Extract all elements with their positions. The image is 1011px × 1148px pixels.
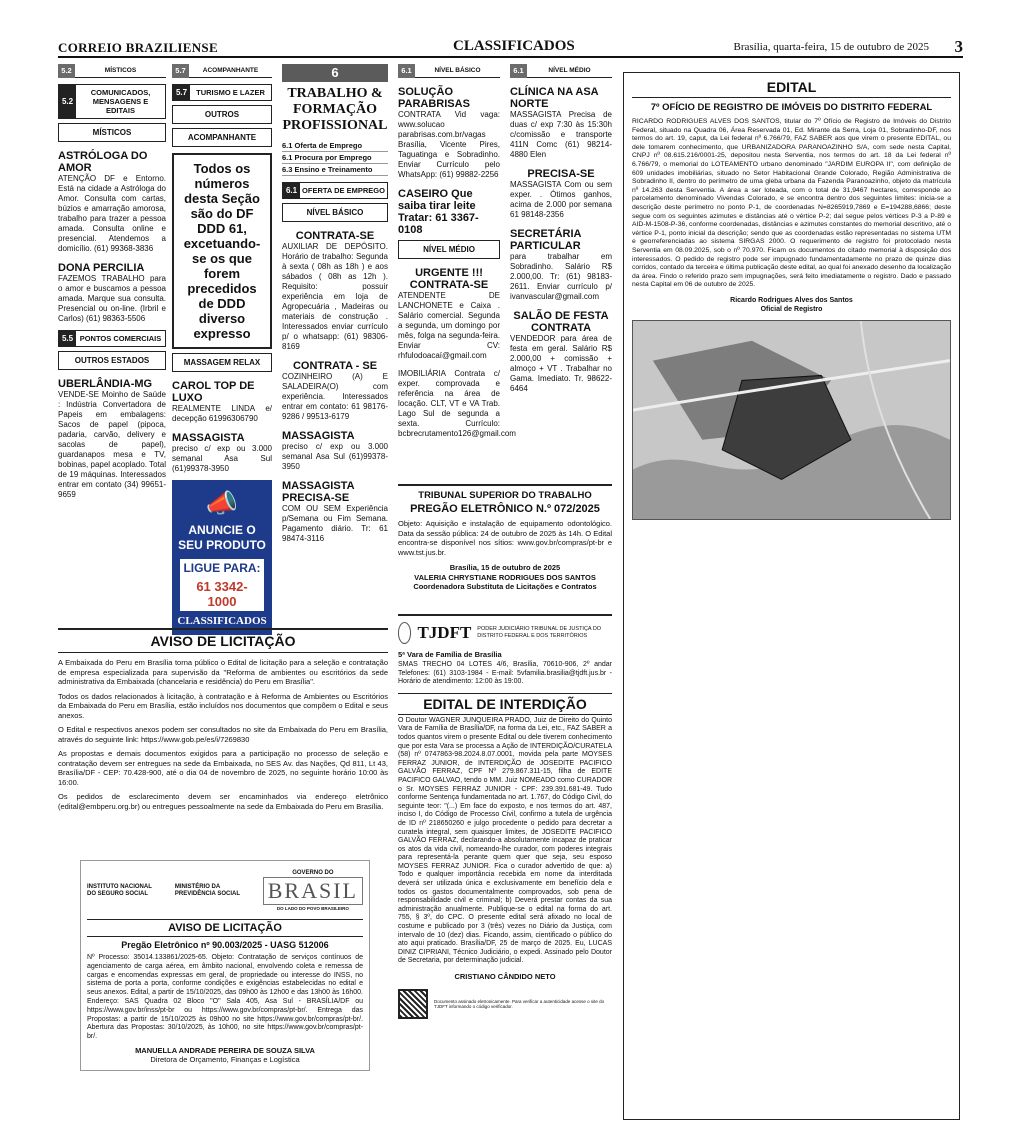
ad-body: COM OU SEM Experiência p/Semana ou Fim Semana. Pagamento diário. Tr: 61 98474-3116: [282, 504, 388, 543]
column-tag: 6.1 NÍVEL BÁSICO: [398, 64, 500, 78]
subsection-box: MÍSTICOS: [58, 123, 166, 142]
promo-call-label: LIGUE PARA:: [180, 559, 264, 577]
signature: Brasília, 15 de outubro de 2025 VALERIA CHRYSTIANE RODRIGUES DOS SANTOS Coordenadora Substituta de Licitações e Contratos: [413, 563, 597, 591]
column-tag: 6.1 NÍVEL MÉDIO: [510, 64, 612, 78]
peru-embassy-notice: [58, 628, 388, 811]
column-acompanhante: [172, 64, 272, 635]
ministry-logo: MINISTÉRIO DA PREVIDÊNCIA SOCIAL: [174, 884, 240, 897]
ad-body: AUXILIAR DE DEPÓSITO. Horário de trabalho: Segunda à sexta ( 08h as 18h ) e aos sábados ( 08h as 12h ). Requisito: possuir experiência em loja de Agropecuária , Madeiras ou materiais de construção . Interessados enviar currículo p/ o whatsapp: (61) 98306-8169: [282, 242, 388, 351]
column-trabalho: [282, 64, 388, 544]
signature: CRISTIANO CÂNDIDO NETO: [454, 972, 556, 981]
tjdft-notice: [398, 614, 612, 1019]
logo-strip: [87, 867, 363, 915]
section-header: 5.7 TURISMO E LAZER: [172, 84, 272, 101]
section-header: 5.5 PONTOS COMERCIAIS: [58, 330, 166, 347]
promo-phone: 61 3342-1000: [180, 577, 264, 611]
notice-body: O Doutor WAGNER JUNQUEIRA PRADO, Juiz de Direito do Quinto Vara de Família de Brasília/DF, na forma da Lei, etc., FAZ SABER a todos quantos virem o presente Edital ou dele tiverem conhecimento que por esta Vara se processa a Ação de INTERDIÇÃO/CURATELA (58) nº 0747863-98.2024.8.07.0001, movida pela parte MOYSES FERRAZ JUNIOR, de INTERDIÇÃO de JOSEDITE PACIFICO GALVÃO FERRAZ, CPF Nº 279.867.311-15, filha de EDITE PACIFICO GALVAO, tendo o MM. Juiz NOMEADO como CURADOR o Sr. MOYSES FERRAZ JUNIOR - CPF: 239.391.681-49. Tudo conforme Sentença fundamentada no art. 1.767, do Código Civil, do seguinte teor: "(...) Em face do exposto, e nos termos do art. 487, inciso I, do Código de Processo Civil, confirmo a tutela de urgência de ID nº 218650260 e julgo procedente o pedido para decretar a curatela integral, sem quaisquer limites, de JOSEDITE PACIFICO GALVÃO FERRAZ, declarando-a absolutamente incapaz de praticar os atos da vida civil, nomeando-lhe curador, com poderes integrais para representá-la perante quem quer que seja, seu esposo MOYSES FERRAZ JUNIOR. Fica o curador advertido de que: a) Todo e qualquer importância recebida em nome da interditada deverá ser utilizada única e exclusivamente em benefício dela e todos os gastos documentalmente comprovados, sob pena de responsabilidade civil e criminal; b) Deverá prestar contas da sua administração anualmente. Publique-se o edital na forma do art. 755, § 3º, do CPC. O presente edital será afixado no local de costume e publicado por 3 (três) vezes no Diário da Justiça, com intervalo de 10 (dez) dias. Ficando, assim, cientificado o público do ato aqui praticado. Brasília/DF, 25 de março de 2025. Eu, LUCAS DINIZ CIPRIANI, Técnico Judiciário, o expedi. Assinado pelo Doutor de Secretaria, por determinação judicial.: [398, 716, 612, 965]
column-nivel-medio: [510, 64, 612, 394]
classifieds-promo: [172, 480, 272, 635]
notice-title: PREGÃO ELETRÔNICO N.º 072/2025: [410, 503, 600, 515]
subsection-item: 6.1 Oferta de Emprego: [282, 140, 388, 152]
notice-paragraph: A Embaixada do Peru em Brasília torna público o Edital de licitação para a seleção e contratação de empresa especializada para supervisão da "Reforma de ambientes ou escritórios da sede administrativa da Embaixada (chancelaria e residência) do Peru em Brasília".: [58, 658, 388, 686]
notice-body: Objeto: Aquisição e instalação de equipamento odontológico. Data da sessão pública: 24 de outubro de 2025 às 14h. O Edital encontra-se disponível nos sítios: www.gov.br/compras/pt-br e www.tst.jus.br.: [398, 519, 612, 557]
ad-body: CONTRATA Vid vaga: www.solucao parabrisas.com.br/vagas Brasília, Vicente Pires, Taguatinga e Sobradinho. Enviar Currículo pelo WhatsApp: (61) 99882-2256: [398, 110, 500, 179]
notice-title: AVISO DE LICITAÇÃO: [58, 628, 388, 653]
qr-code-icon: [398, 989, 428, 1019]
notice-title: EDITAL: [632, 79, 951, 98]
section-header: 5.2 COMUNICADOS, MENSAGENS E EDITAIS: [58, 84, 166, 119]
subsection-item: 6.1 Procura por Emprego: [282, 152, 388, 164]
ad-headline: SECRETÁRIA PARTICULAR: [510, 228, 582, 252]
ad-body: FAZEMOS TRABALHO para o amor e buscamos a pessoa amada. Marque sua consulta. Presencial ou on-line. (Irbril e Carlos) (61) 98363-5506: [58, 274, 166, 323]
aerial-map-image: [632, 320, 951, 520]
signature: Ricardo Rodrigues Alves dos Santos Oficial de Registro: [730, 296, 853, 313]
tjdft-logo: TJDFT PODER JUDICIÁRIO TRIBUNAL DE JUSTIÇA DO DISTRITO FEDERAL E DOS TERRITÓRIOS: [398, 622, 612, 644]
tst-notice: [398, 484, 612, 592]
notice-paragraph: Os pedidos de esclarecimento devem ser encaminhados via endereço eletrônico (edital@embperu.org.br) ou entregues pessoalmente na sede da Embaixada do Peru em Brasília.: [58, 792, 388, 811]
court-name: 5ª Vara de Família de Brasília: [398, 650, 502, 659]
megaphone-icon: 📣: [205, 488, 239, 518]
ad-headline: DONA PERCILIA: [58, 262, 145, 274]
section-title: TRABALHO & FORMAÇÃO PROFISSIONAL: [282, 86, 388, 133]
ad-headline: CAROL TOP DE LUXO: [172, 380, 255, 404]
court-address: SMAS TRECHO 04 LOTES 4/6, Brasília, 70610-906, 2º andar Telefones: (61) 3103-1984 - E-mail: 5vfamilia.brasilia@tjdft.jus.br - Horário de atendimento: 12:00 às 19:00.: [398, 661, 612, 686]
ad-headline: MASSAGISTA: [172, 432, 245, 444]
ad-headline: SOLUÇÃO PARABRISAS: [398, 86, 470, 110]
notice-title: EDITAL DE INTERDIÇÃO: [398, 693, 612, 715]
issue-date: Brasília, quarta-feira, 15 de outubro de 2025: [733, 41, 929, 53]
page-number: 3: [954, 37, 963, 56]
ad-headline: URGENTE !!! CONTRATA-SE: [409, 267, 489, 291]
subsection-item: 6.3 Ensino e Treinamento: [282, 164, 388, 176]
ad-body: ATENÇÃO DF e Entorno. Está na cidade a Astróloga do Amor. Consulta com cartas, búzios e amarração amorosa, trabalho para trazer a pessoa amada. Consulta online e presencial. Atendemos a domicílio. (61) 99368-3836: [58, 174, 166, 253]
notice-paragraph: O Edital e respectivos anexos podem ser consultados no site da Embaixada do Peru em Brasília, através do seguinte link: https://www.gob.pe/es/i/7269830: [58, 725, 388, 744]
column-nivel-basico: [398, 64, 516, 439]
section-number: 6: [282, 64, 388, 82]
inss-logo: INSTITUTO NACIONAL DO SEGURO SOCIAL: [87, 884, 152, 897]
subsection-box: MASSAGEM RELAX: [172, 353, 272, 372]
ad-headline: ASTRÓLOGA DO AMOR: [58, 150, 148, 174]
subsection-box: OUTROS ESTADOS: [58, 351, 166, 370]
ad-body: IMOBILIÁRIA Contrata c/ exper. comprovada e referência na área de locação. CLT, VT e VA Trab. Lago Sul de segunda a sexta. Currículo: bcbrecrutamento126@gmail.com: [398, 369, 516, 438]
notice-paragraph: Todos os dados relacionados à licitação, à contratação e à Reforma de Ambientes ou Escritórios da Embaixada do Peru em Brasília, estão incluídos nos documentos que compõem o Edital e seus anexos.: [58, 691, 388, 720]
notice-title: AVISO DE LICITAÇÃO: [87, 919, 363, 937]
ad-headline: SALÃO DE FESTA CONTRATA: [513, 310, 609, 334]
inss-notice: [80, 860, 370, 1071]
ad-body: REALMENTE LINDA e/ decepção 61996306790: [172, 404, 272, 423]
section-title: CLASSIFICADOS: [453, 38, 575, 54]
notice-paragraph: As propostas e demais documentos exigidos para a participação no processo de seleção e contratação devem ser entregues na sede da Embaixada, no SES Av. das Nações, Qd 811, Lt 43, Brasília/DF - CEP: 70.428-900, até o dia 04 de novembro de 2025, no seguinte horário 10:00 às 16:00.: [58, 749, 388, 787]
promo-brand: CLASSIFICADOS: [177, 615, 267, 627]
column-misticos: [58, 64, 166, 500]
page-header: [58, 38, 963, 58]
ad-headline: CONTRATA - SE: [292, 360, 378, 372]
ad-body: VENDE-SE Moinho de Saúde : Indústria Convertadora de Papeis em embalagens: Sacos de papel (pipoca, padaria, carvão, delivery e sacolas de papel), guardanapos mesa e TV, bobinas, papel acoplado. Total de 19 máquinas. Interessados entrar em contato (34) 99651-9659: [58, 390, 166, 499]
ad-headline: CASEIRO Que saiba tirar leite Tratar: 61 3367-0108: [398, 188, 479, 236]
notice-body: RICARDO RODRIGUES ALVES DOS SANTOS, titular do 7º Ofício de Registro de Imóveis do Distrito Federal, situado na Quadra 06, Área Reservada 01, Ed. Mirante da Serra, Loja 01, Sobradinho-DF, nos termos do art. 19, caput, da Lei federal nº 6.766/79, FAZ SABER aos que virem o presente EDITAL, ou dele tomarem conhecimento, que URBANIZADORA PARANOAZINHO S/A, com sede nesta Capital, CNPJ nº 08.615.216/0001-25, depositou nesta Serventia, nos termos do art. 18 da Lei federal nº 6.766/79, o memorial do LOTEAMENTO urbano denominado "JARDIM EUROPA II", com definição de 609 unidades imobiliárias, situado no Setor Habitacional Grande Colorado, Região Administrativa de Sobradinho II, dentro do perímetro de uma gleba urbana da Fazenda Paranoazinho, objeto da matrícula nº 14.263 desta Serventia. A área a ser loteada, com o total de 31,9467 hectares, corresponde ao parcelamento denominado Vivendas Colorado, e se encontra dentro dos seguintes limites: inicia-se a descrição deste perímetro no ponto P-1, de coordenadas N=8265919,7869 e E=194288,6866; deste segue com os seguintes azimutes e distâncias até o vértice P-2; daí segue pelos vértices P-3 a P-89 e AID-M-1508-P-36, conforme coordenadas, distâncias e azimutes constantes do memorial descritivo, até o vértice P-1, ponto inicial da descrição; sendo que as coordenadas estão representadas no sistema UTM e georreferenciadas ao sistema SIRGAS 2000. O requerimento de registro foi protocolado nesta Serventia em 08.09.2025, sob o nº 70.970. Ficam os documentos do citado memorial à disposição dos interessados. O pedido de registro pode ser impugnado fundamentadamente no prazo de quinze dias corridos, contado da terceira e última publicação deste edital, ao qual foi anexado desenho da localização da área. Findo o referido prazo sem impugnações, será feito imediatamente o registro. Dado e passado nesta Capital em 06 de outubro de 2025.: [632, 118, 951, 289]
ad-headline: MASSAGISTA PRECISA-SE: [282, 480, 355, 504]
subsection-box: NÍVEL MÉDIO: [398, 240, 500, 259]
section-header: 6.1 OFERTA DE EMPREGO: [282, 182, 388, 199]
verification-block: Documento assinado eletronicamente. Para verificar a autenticidade acesse o site do TJDFT informando o código verificador.: [398, 989, 612, 1019]
subsection-box: OUTROS: [172, 105, 272, 124]
ad-headline: PRECISA-SE: [527, 168, 595, 180]
column-tag: 5.2 MÍSTICOS: [58, 64, 166, 78]
coat-of-arms-icon: [398, 622, 411, 644]
ddd-notice: Todos os números desta Seção são do DF DDD 61, excetuando-se os que forem precedidos de DDD diverso expresso: [172, 153, 272, 349]
ad-headline: MASSAGISTA: [282, 430, 355, 442]
government-logo: GOVERNO DO BRASIL DO LADO DO POVO BRASILEIRO: [263, 870, 363, 912]
subsection-box: ACOMPANHANTE: [172, 128, 272, 147]
notice-body: Nº Processo: 35014.133861/2025-65. Objeto: Contratação de serviços contínuos de agenciamento de carga aérea, em âmbito nacional, envolvendo coleta e remessa de cargas e encomendas expressas em geral, de propriedade ou interesse do INSS, no sistema de porta a porta, conforme condições e exigências estabelecidas no edital e seus anexos. Edital, a partir de 15/10/2025, das 09h00 às 12h00 e das 13h00 às 16h00. Endereço: SAS Quadra 02 Bloco "O" Sala 405, Asa Sul - BRASÍLIA/DF ou https://www.gov.br/inss/pt-br ou https://www.gov.br/compras/pt-br/. Entrega das Propostas: a partir de 15/10/2025 às 09h00 no site https://www.gov.br/compras/pt-br/. Abertura das Propostas: 30/10/2025, às 10h00, no site https://www.gov.br/compras/pt-br/.: [87, 954, 363, 1041]
column-tag: 5.7 ACOMPANHANTE: [172, 64, 272, 78]
ad-body: MASSAGISTA Precisa de duas c/ exp 7:30 às 15:30h c/comissão e transporte 411N Comc (61) 98214-4880 Elen: [510, 110, 612, 159]
signature: MANUELLA ANDRADE PEREIRA DE SOUZA SILVA Diretora de Orçamento, Finanças e Logística: [135, 1045, 315, 1064]
notice-subtitle: Pregão Eletrônico nº 90.003/2025 - UASG 512006: [121, 940, 329, 950]
notice-org: TRIBUNAL SUPERIOR DO TRABALHO: [418, 490, 592, 501]
ad-headline: CONTRATA-SE: [295, 230, 375, 242]
subsection-box: NÍVEL BÁSICO: [282, 203, 388, 222]
subsection-list: [282, 140, 388, 176]
ad-body: COZINHEIRO (A) E SALADEIRA(O) com experiência. Interessados entrar em contato: 61 98176-9286 / 99513-6179: [282, 372, 388, 421]
ad-body: preciso c/ exp ou 3.000 semanal Asa Sul (61)99378-3950: [282, 442, 388, 471]
ad-headline: UBERLÂNDIA-MG: [58, 378, 153, 390]
newspaper-name: CORREIO BRAZILIENSE: [58, 40, 218, 55]
ad-body: VENDEDOR para área de festa em geral. Salário R$ 2.000,00 + comissão + almoço + VT . Trabalhar no Gama. Imediato. Tr. 98622-6464: [510, 334, 612, 393]
ad-body: preciso c/ exp ou 3.000 semanal Asa Sul (61)99378-3950: [172, 444, 272, 473]
ad-headline: CLÍNICA NA ASA NORTE: [510, 86, 599, 110]
promo-headline: ANUNCIE O SEU PRODUTO: [178, 523, 266, 552]
ad-body: MASSAGISTA Com ou sem exper. . Ótimos ganhos, acima de 2.000 por semana 61 98148-2356: [510, 180, 612, 219]
notice-subtitle: 7º OFÍCIO DE REGISTRO DE IMÓVEIS DO DISTRITO FEDERAL: [650, 102, 933, 113]
registry-edital: [623, 72, 960, 1120]
ad-body: ATENDENTE DE LANCHONETE e Caixa . Salário comercial. Segunda a segunda, um domingo por mês, folga na segunda-feira. Enviar CV: rhfulodoacaí@gmail.com: [398, 291, 500, 360]
ad-body: para trabalhar em Sobradinho. Salário R$ 2.000,00. Tr: (61) 98183-2611. Enviar currículo p/ ivanvascular@gmail.com: [510, 252, 612, 301]
